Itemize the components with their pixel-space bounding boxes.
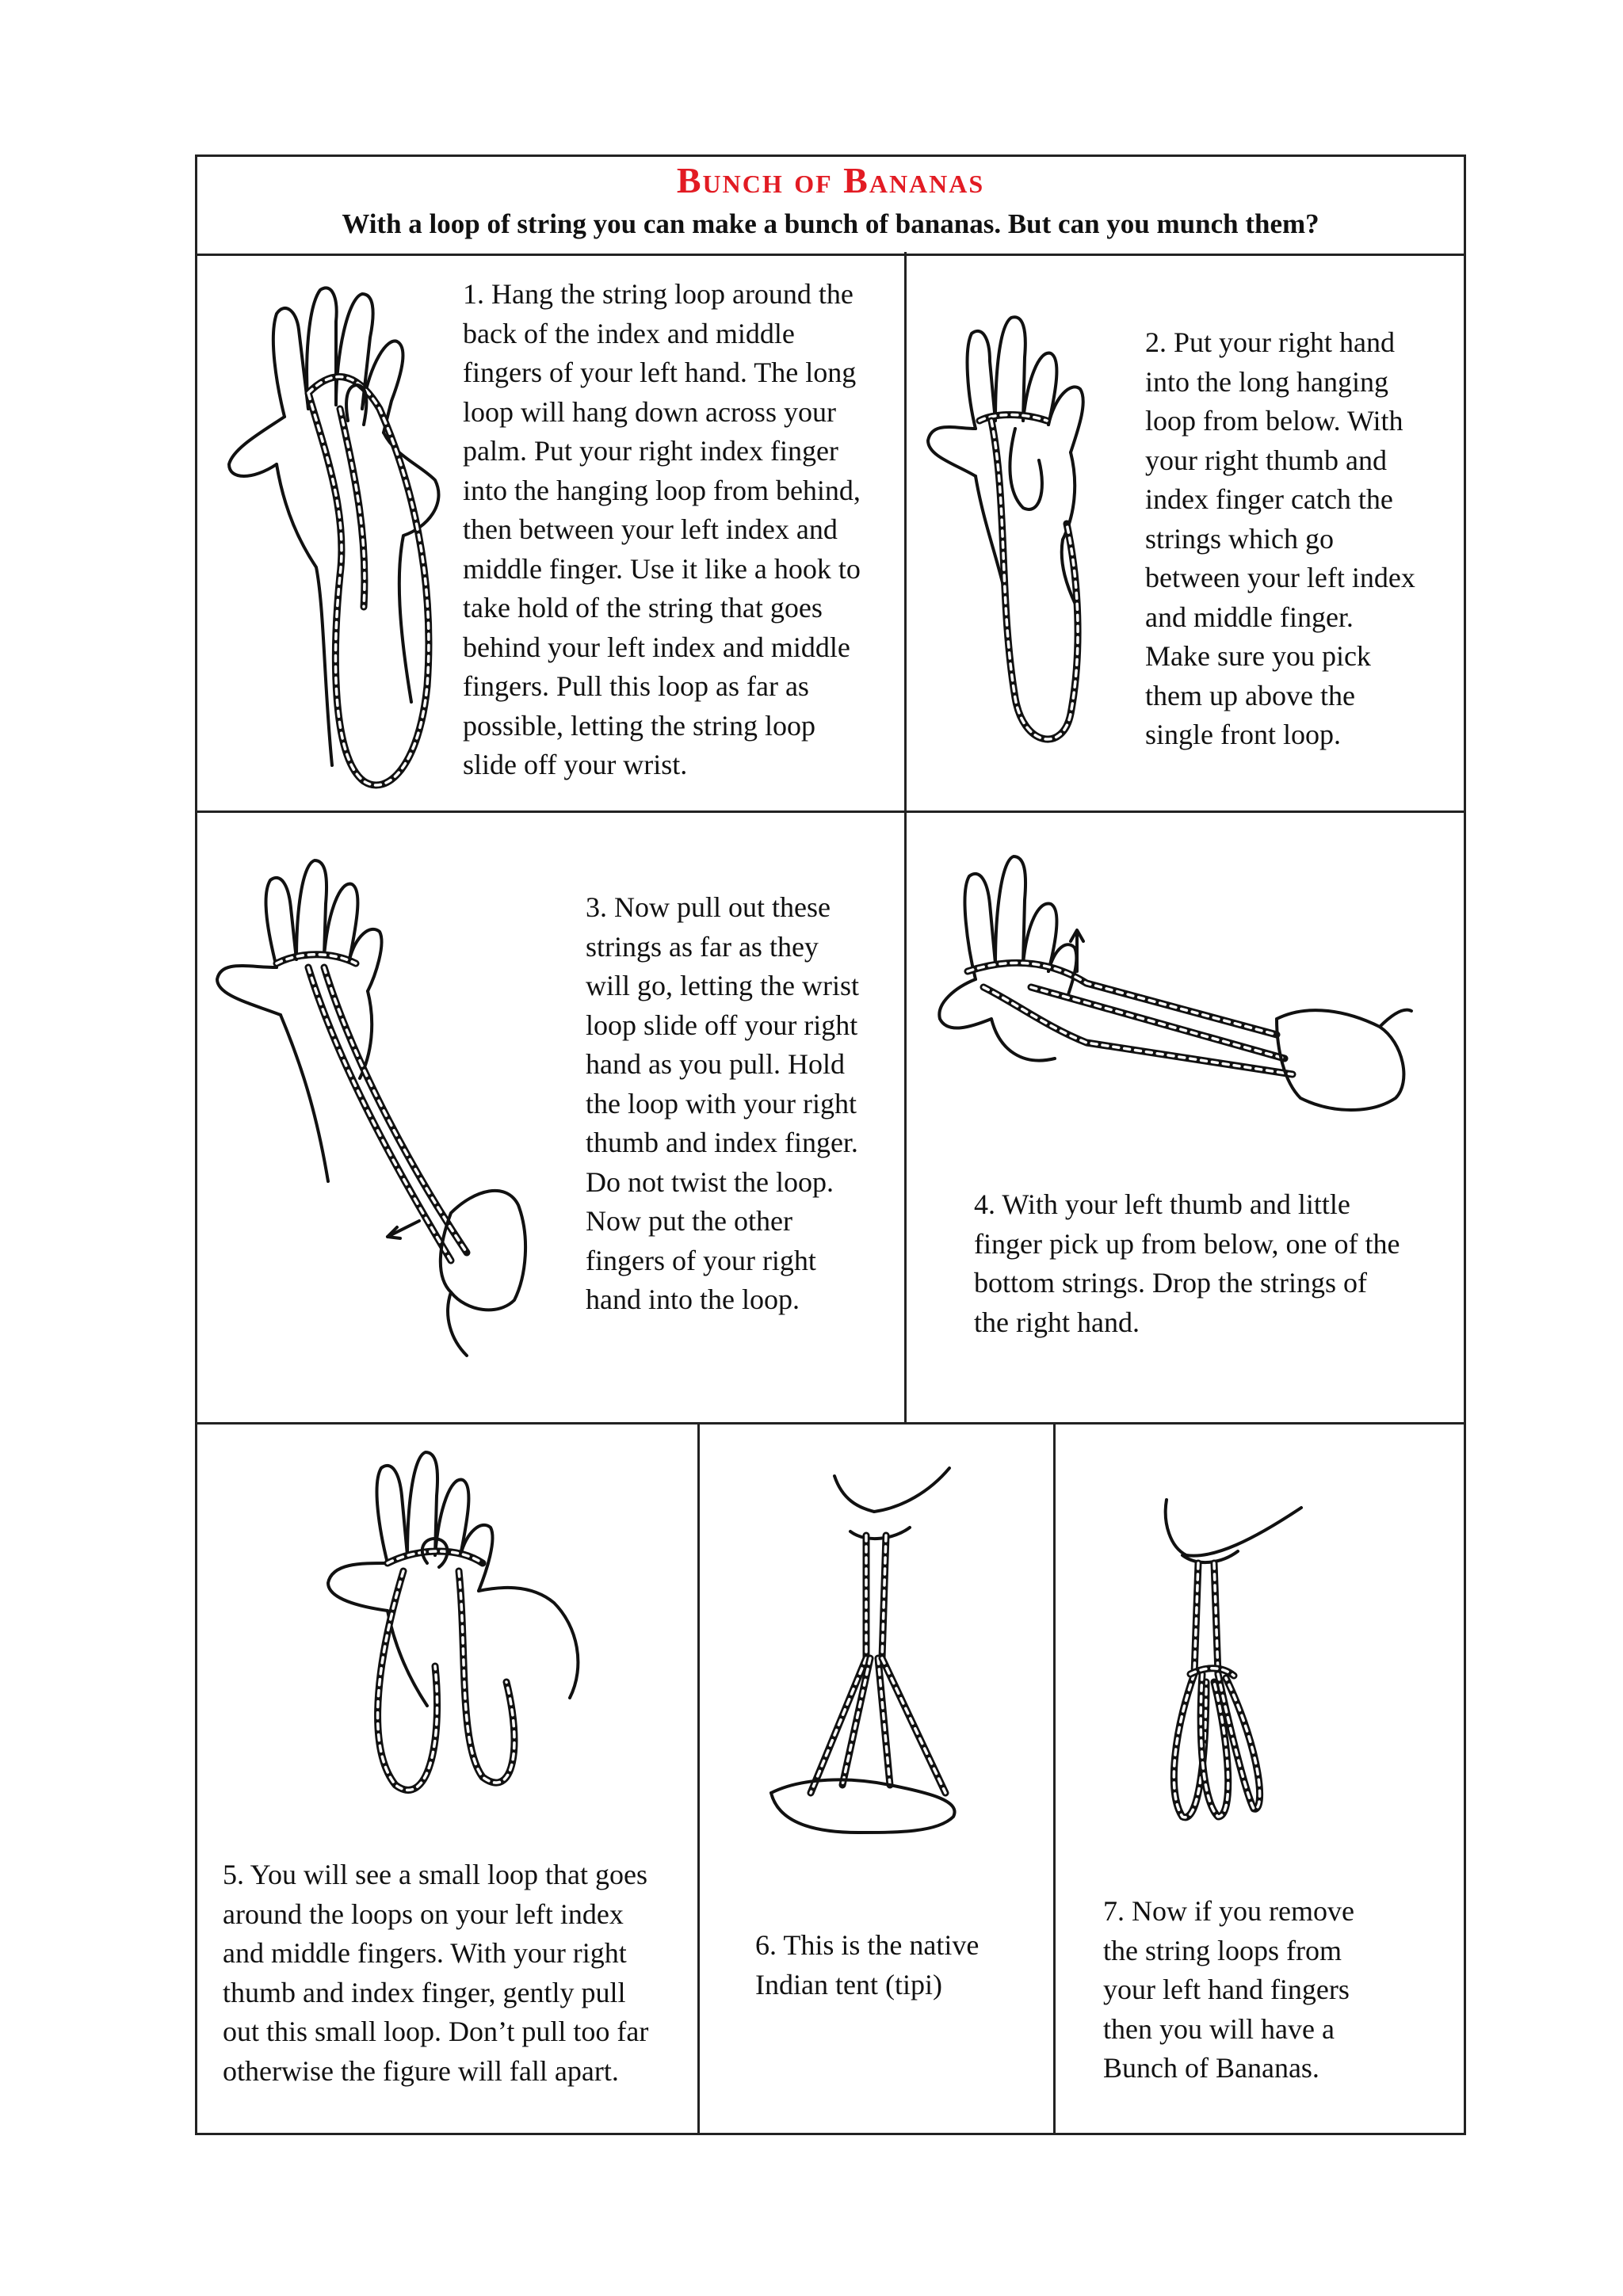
- step-4-text: 4. With your left thumb and little finger pick up from below, one of the bottom strings. Drop the strings of the right hand.: [974, 1188, 1400, 1338]
- step-3-text: 3. Now pull out these strings as far as they will go, letting the wrist loop slide off your right hand as you pull. Hold the loop with your right thumb and index finger. Do not twist the loop. Now put the other fingers of your right hand into the loop.: [586, 891, 859, 1315]
- step-1-text: 1. Hang the string loop around the back of the index and middle fingers of your left hand. The long loop will hang down across your palm. Put your right index finger into the hanging loop from behind, then between your left index and middle finger. Use it like a hook to take hold of the string that goes behind your left index and middle fingers. Pull this loop as far as possible, letting the string loop slide off your wrist.: [463, 278, 861, 780]
- step-7-panel: [1056, 1425, 1468, 2138]
- step-4-hand-illustration: [936, 845, 1427, 1146]
- step-4-panel: [904, 813, 1468, 1422]
- step-3-hand-illustration: [213, 849, 562, 1324]
- step-2-panel: [904, 254, 1468, 810]
- step-6-panel: [700, 1425, 1053, 2138]
- header: [197, 157, 1464, 256]
- step-7-text: 7. Now if you remove the string loops from your left hand fingers then you will have a Bunch of Bananas.: [1103, 1895, 1354, 2084]
- step-5-text: 5. You will see a small loop that goes around the loops on your left index and middle fingers. With your right thumb and index finger, gently pull out this small loop. Don’t pull too far otherwise the figure will fall apart.: [223, 1859, 649, 2087]
- step-2-text: 2. Put your right hand into the long hanging loop from below. With your right thumb and index finger catch the strings which go between your left index and middle finger. Make sure you pick them up above the single front loop.: [1145, 326, 1415, 750]
- step-3-panel: [197, 813, 904, 1422]
- step-5-hand-illustration: [300, 1444, 633, 1825]
- step-1-hand-illustration: [229, 274, 467, 813]
- instruction-sheet: [195, 154, 1466, 2135]
- step-5-panel: [197, 1425, 697, 2138]
- page-title: Bunch of Bananas: [676, 160, 985, 200]
- step-6-text: 6. This is the native Indian tent (tipi): [755, 1929, 980, 2000]
- step-2-hand-illustration: [920, 302, 1110, 777]
- step-1-panel: [197, 254, 904, 810]
- step-7-bananas-illustration: [1143, 1492, 1349, 1872]
- step-6-tipi-illustration: [755, 1460, 993, 1872]
- page-subtitle: With a loop of string you can make a bunch of bananas. But can you munch them?: [342, 208, 1319, 239]
